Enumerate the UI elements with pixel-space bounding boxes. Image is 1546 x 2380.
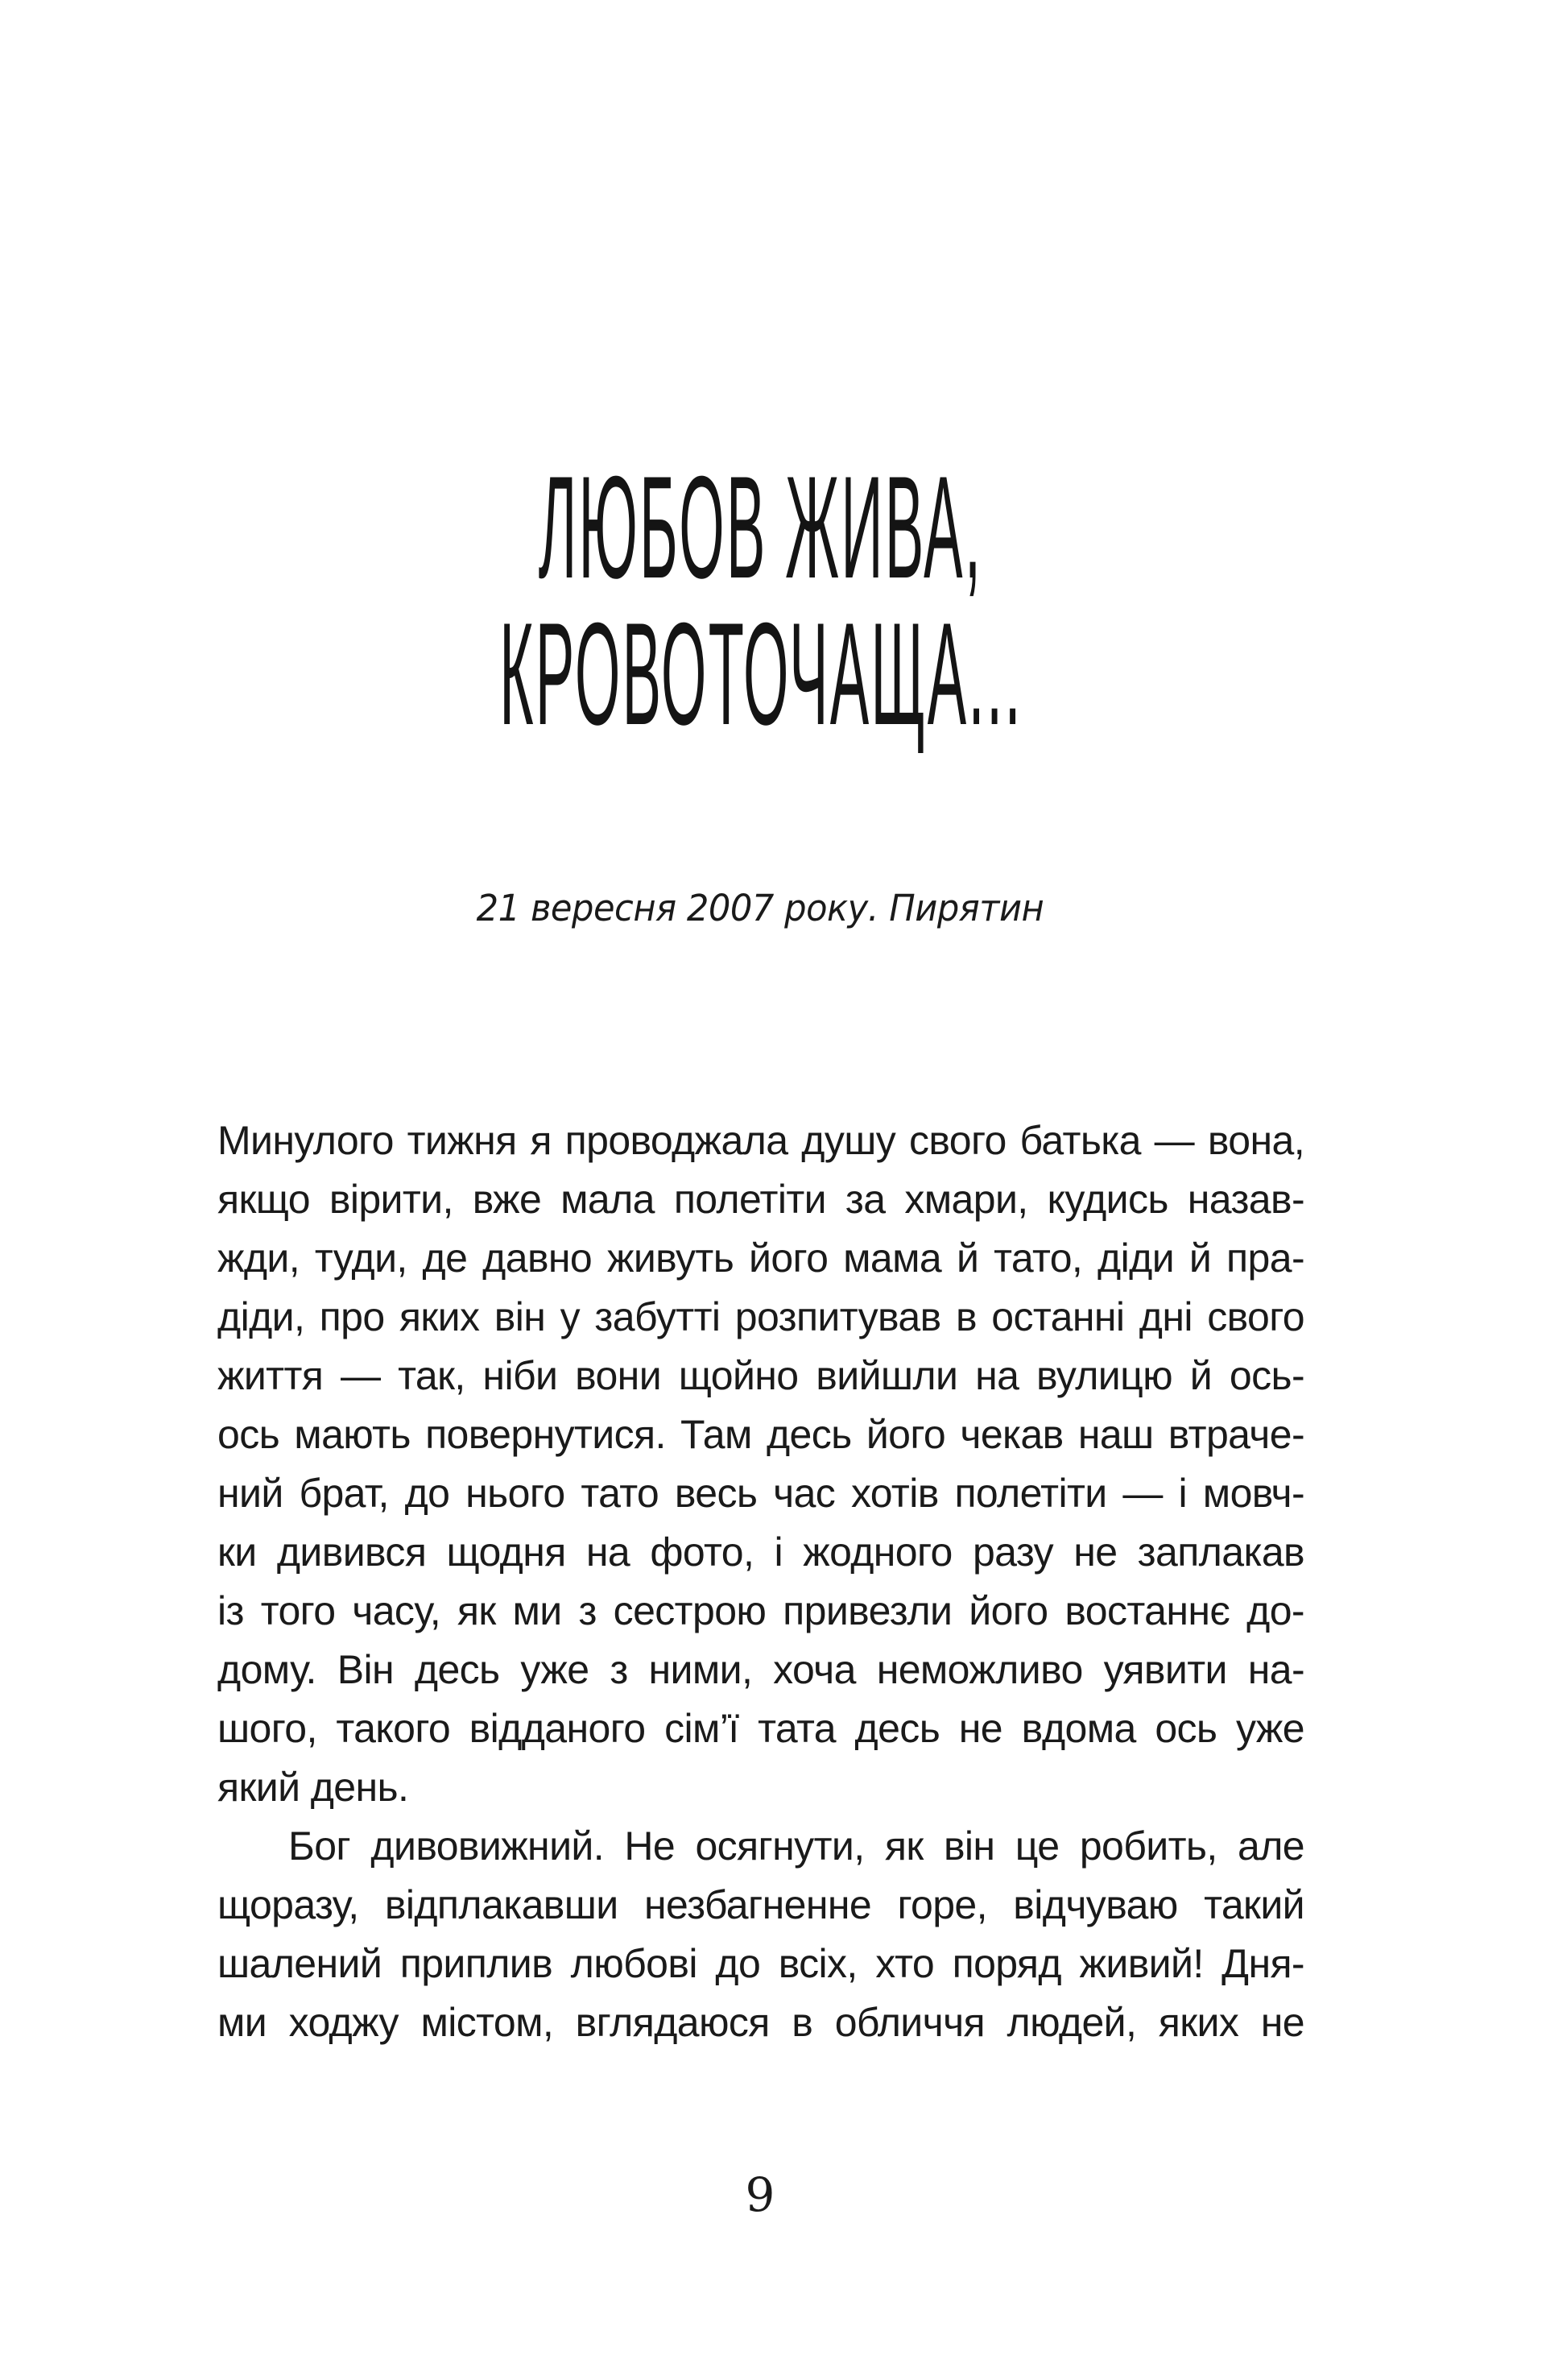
body-text [217,1111,1304,2052]
text-line: шалений приплив любові до всіх, хто поряд живий! Дня- [217,1941,1304,1986]
text-line: щоразу, відплакавши незбагненне горе, відчуваю такий [217,1882,1304,1927]
text-line: ний брат, до нього тато весь час хотів полетіти — і мовч- [217,1471,1304,1516]
text-line: ки дивився щодня на фото, і жодного разу не заплакав [217,1529,1304,1575]
text-line: діди, про яких він у забутті розпитував в останні дні свого [217,1294,1304,1339]
text-line-paragraph-start: Бог дивовижний. Не осягнути, як він це робить, але [288,1823,1304,1869]
chapter-title-line-2 [0,593,1522,755]
text-line: ось мають повернутися. Там десь його чекав наш втраче- [217,1412,1304,1457]
text-line: шого, такого відданого сім’ї тата десь не вдома ось уже [217,1706,1304,1751]
text-line-paragraph-end: який день. [217,1765,409,1810]
text-line: із того часу, як ми з сестрою привезли його востаннє до- [217,1588,1304,1633]
text-line: ми ходжу містом, вглядаюся в обличчя людей, яких не [217,2000,1304,2045]
chapter-title-line-1 [0,446,1522,609]
text-line: якщо вірити, вже мала полетіти за хмари, кудись назав- [217,1177,1304,1222]
chapter-date-place: 21 вересня 2007 року. Пирятин [476,887,1044,929]
page-number: 9 [745,2167,775,2222]
text-line: життя — так, ніби вони щойно вийшли на вулицю й ось- [217,1353,1304,1398]
chapter-title-text: КРОВОТОЧАЩА... [499,593,1023,755]
text-line: жди, туди, де давно живуть його мама й тато, діди й пра- [217,1236,1304,1281]
text-line: Минулого тижня я проводжала душу свого батька — вона, [217,1118,1304,1163]
chapter-title-text: ЛЮБОВ ЖИВА, [539,446,983,609]
text-line: дому. Він десь уже з ними, хоча неможливо уявити на- [217,1647,1304,1692]
